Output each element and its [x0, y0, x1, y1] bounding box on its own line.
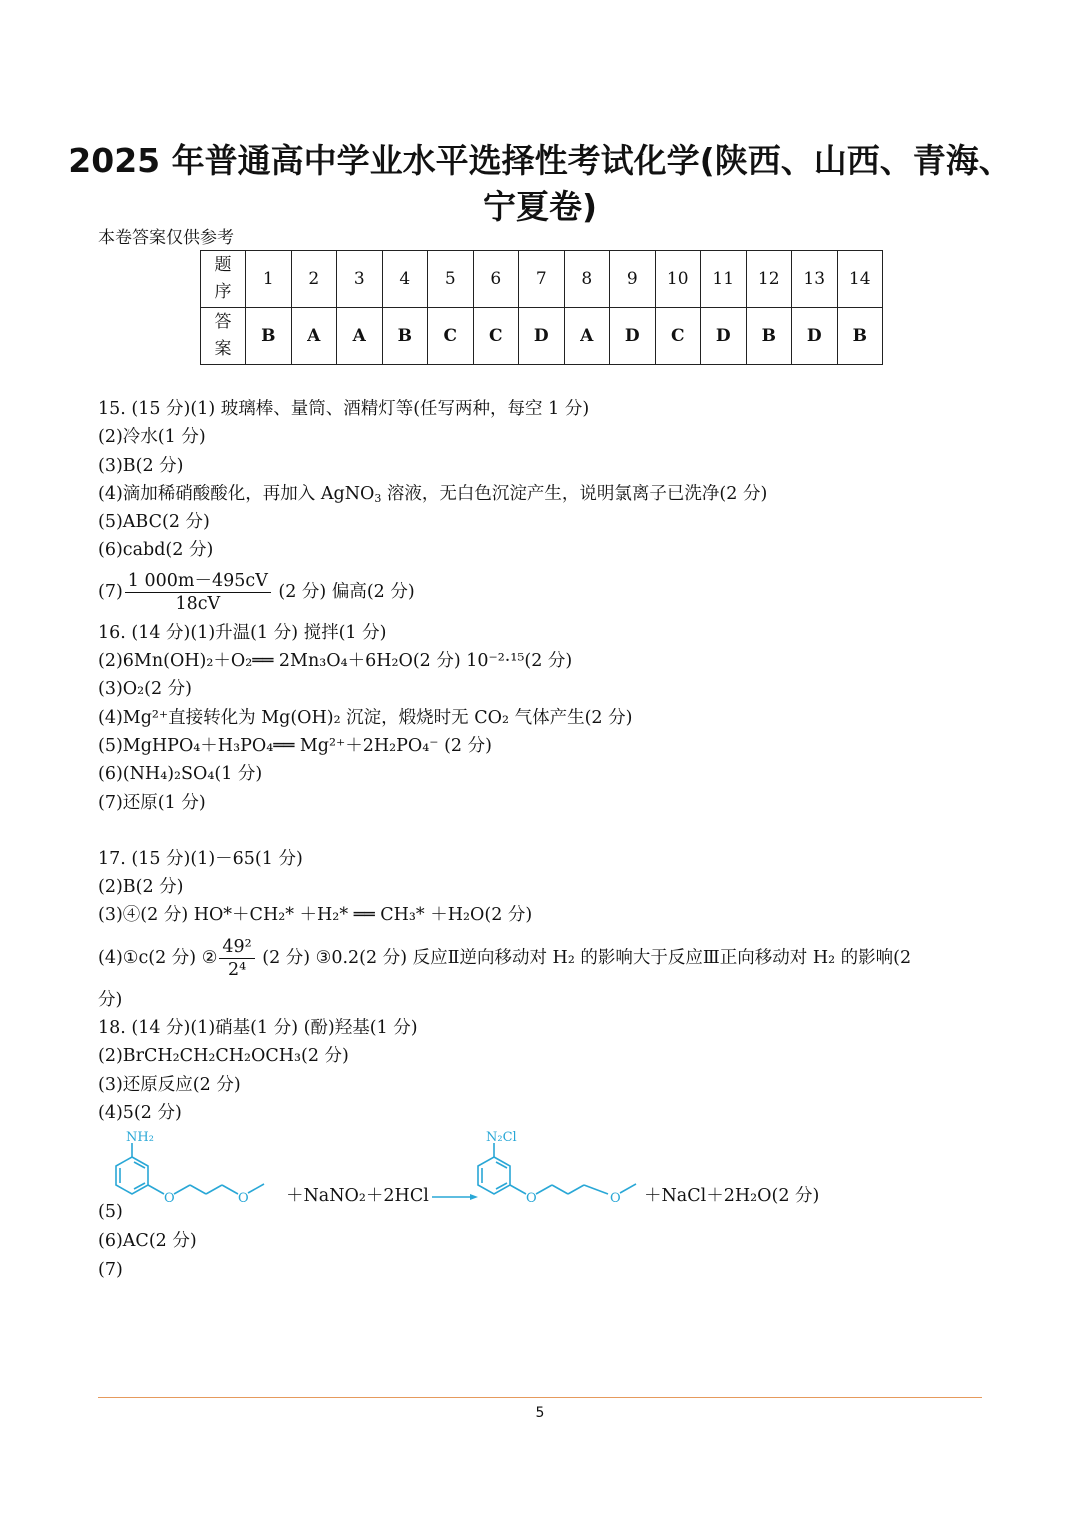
question-number-cell: 12: [746, 251, 792, 308]
footer-divider: [98, 1397, 982, 1398]
n2cl-label: N₂Cl: [486, 1130, 517, 1146]
answer-row: [201, 308, 883, 365]
answer-cell: A: [564, 308, 610, 365]
q16-line-7: (7)还原(1 分): [98, 792, 206, 813]
fraction: $\frac{\text{49²}}{\text{2⁴}}$: [219, 936, 254, 981]
question-number-row: [201, 251, 883, 308]
document-title: [60, 138, 1020, 230]
q16-line-6: (6)(NH₄)₂SO₄(1 分): [98, 764, 263, 785]
q18-line-4: (4)5(2 分): [98, 1102, 182, 1123]
question-number-cell: 1: [246, 251, 292, 308]
q17-line-1: 17. (15 分)(1)－65(1 分): [98, 848, 303, 869]
answer-cell: A: [337, 308, 383, 365]
q18-line-1: 18. (14 分)(1)硝基(1 分) (酚)羟基(1 分): [98, 1018, 418, 1039]
reaction-structures: [98, 1127, 998, 1227]
page-number: 5: [535, 1405, 545, 1421]
question-number-cell: 13: [792, 251, 838, 308]
q17-line-5: 分): [98, 989, 123, 1010]
answer-body: [98, 395, 998, 1284]
oxygen-label: O: [610, 1191, 621, 1207]
question-number-cell: 10: [655, 251, 701, 308]
q17-line-4: (4)①c(2 分) ② $\frac{\text{49²}}{\text{2⁴}}$ (2 分) ③0.2(2 分) 反应Ⅱ逆向移动对 H₂ 的影响大于反应Ⅲ正向移动对 H₂ 的影响(2: [98, 936, 912, 980]
answer-cell: B: [246, 308, 292, 365]
title-line-2: 宁夏卷): [482, 187, 598, 226]
product-structure: [478, 1143, 636, 1194]
question-number-cell: 7: [519, 251, 565, 308]
reference-note: 本卷答案仅供参考: [98, 228, 234, 248]
products-text: ＋NaCl＋2H₂O(2 分): [644, 1186, 820, 1207]
q16-line-1: 16. (14 分)(1)升温(1 分) 搅拌(1 分): [98, 622, 387, 643]
header-cell: 题 序: [201, 251, 246, 308]
reagents-text: ＋NaNO₂＋2HCl: [286, 1186, 429, 1207]
answer-cell: D: [610, 308, 656, 365]
reactant-structure: [116, 1143, 264, 1194]
question-number-cell: 3: [337, 251, 383, 308]
fraction: $\frac{1 000m-495cV}{18cV}$: [125, 570, 271, 615]
q18-line-7: (7): [98, 1259, 123, 1280]
q18-line-2: (2)BrCH₂CH₂CH₂OCH₃(2 分): [98, 1046, 349, 1067]
answer-cell: C: [655, 308, 701, 365]
question-number-cell: 2: [291, 251, 337, 308]
q15-line-7: (7) $\frac{1 000m-495cV}{18cV}$ (2 分) 偏高(2 分): [98, 570, 415, 614]
answer-cell: D: [519, 308, 565, 365]
answer-cell: D: [792, 308, 838, 365]
q17-line-3: (3)④(2 分) HO*＋CH₂* ＋H₂* ══ CH₃* ＋H₂O(2 分): [98, 905, 533, 926]
answer-cell: B: [746, 308, 792, 365]
q15-line-2: (2)冷水(1 分): [98, 427, 206, 448]
answer-cell: B: [837, 308, 883, 365]
q15-line-4: (4)滴加稀硝酸酸化，再加入 AgNO$_3$ 溶液，无白色沉淀产生，说明氯离子已洗净(2 分): [98, 483, 768, 505]
q18-line-6: (6)AC(2 分): [98, 1231, 197, 1252]
q18-line-3: (3)还原反应(2 分): [98, 1074, 241, 1095]
q16-line-4: (4)Mg²⁺直接转化为 Mg(OH)₂ 沉淀，煅烧时无 CO₂ 气体产生(2 分): [98, 707, 633, 728]
answer-cell: C: [473, 308, 519, 365]
reaction-equation: [98, 1127, 998, 1227]
answer-cell: A: [291, 308, 337, 365]
q15-line-3: (3)B(2 分): [98, 455, 184, 476]
q15-line-1: 15. (15 分)(1) 玻璃棒、量筒、酒精灯等(任写两种，每空 1 分): [98, 399, 590, 419]
question-number-cell: 4: [382, 251, 428, 308]
q16-line-2: (2)6Mn(OH)₂＋O₂══ 2Mn₃O₄＋6H₂O(2 分) 10⁻²·¹⁵(2 分): [98, 651, 573, 672]
question-number-cell: 8: [564, 251, 610, 308]
answer-header-cell: 答 案: [201, 308, 246, 365]
q16-line-3: (3)O₂(2 分): [98, 679, 193, 700]
title-line-1: 2025 年普通高中学业水平选择性考试化学(陕西、山西、青海、: [68, 141, 1012, 180]
answer-cell: D: [701, 308, 747, 365]
answer-table: [200, 250, 883, 365]
q15-line-6: (6)cabd(2 分): [98, 540, 214, 561]
answer-cell: C: [428, 308, 474, 365]
question-number-cell: 5: [428, 251, 474, 308]
question-number-cell: 6: [473, 251, 519, 308]
question-number-cell: 9: [610, 251, 656, 308]
q16-line-5: (5)MgHPO₄＋H₃PO₄══ Mg²⁺＋2H₂PO₄⁻ (2 分): [98, 735, 492, 756]
reaction-arrow-icon: [432, 1194, 478, 1200]
q17-line-2: (2)B(2 分): [98, 877, 184, 898]
oxygen-label: O: [164, 1191, 175, 1207]
q15-line-5: (5)ABC(2 分): [98, 512, 210, 533]
oxygen-label: O: [526, 1191, 537, 1207]
q18-line-5-label: (5): [98, 1202, 123, 1223]
nh2-label: NH₂: [126, 1130, 154, 1146]
question-number-cell: 11: [701, 251, 747, 308]
oxygen-label: O: [238, 1191, 249, 1207]
question-number-cell: 14: [837, 251, 883, 308]
answer-cell: B: [382, 308, 428, 365]
